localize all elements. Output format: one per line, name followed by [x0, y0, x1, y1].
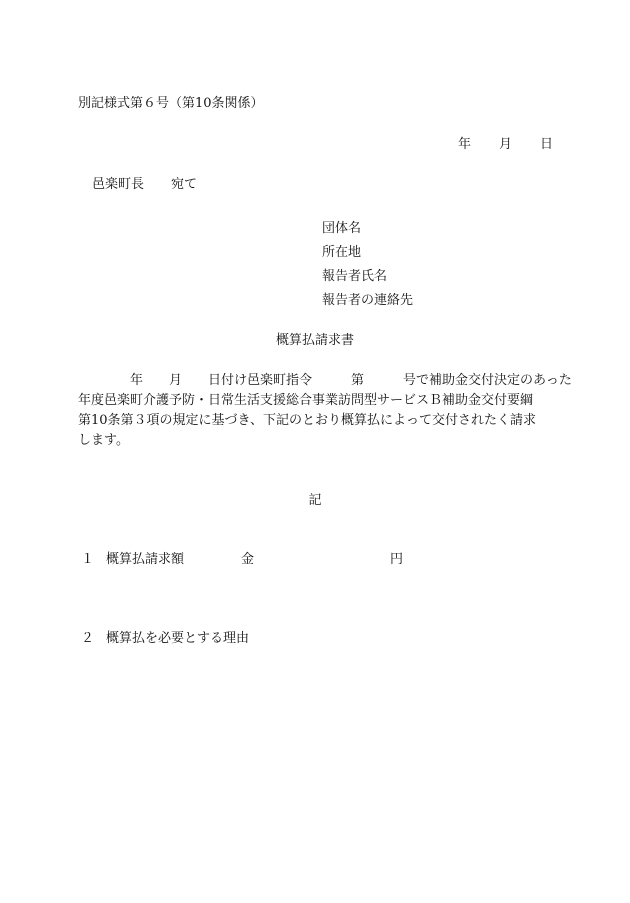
body-line-4: します。: [78, 433, 129, 448]
item-1-yen: 円: [390, 552, 404, 567]
item-1-label: 概算払請求額: [106, 552, 185, 567]
body-line-2: 年度邑楽町介護予防・日常生活支援総合事業訪問型サービスＢ補助金交付要綱: [78, 393, 534, 408]
form-number: 別記様式第６号（第10条関係）: [78, 96, 264, 111]
addressee: 邑楽町長: [92, 177, 145, 192]
reporter-address-label: 所在地: [322, 245, 362, 260]
reporter-name-label: 報告者氏名: [322, 269, 388, 284]
date-day-label: 日: [540, 137, 554, 152]
ki-heading: 記: [308, 493, 322, 508]
body-line-1: 年 月 日付け邑楽町指令 第 号で補助金交付決定のあった: [78, 373, 572, 388]
item-1-kin: 金: [241, 552, 255, 567]
date-month-label: 月: [499, 137, 513, 152]
reporter-org-label: 団体名: [322, 221, 362, 236]
item-2-number: ２: [81, 631, 95, 646]
reporter-contact-label: 報告者の連絡先: [322, 293, 414, 308]
document-title: 概算払請求書: [275, 333, 354, 348]
body-line-3: 第10条第３項の規定に基づき、下記のとおり概算払によって交付されたく請求: [78, 413, 537, 428]
addressee-suffix: 宛て: [171, 177, 198, 192]
item-2-label: 概算払を必要とする理由: [106, 631, 250, 646]
date-year-label: 年: [458, 137, 472, 152]
item-1-number: １: [81, 552, 95, 567]
